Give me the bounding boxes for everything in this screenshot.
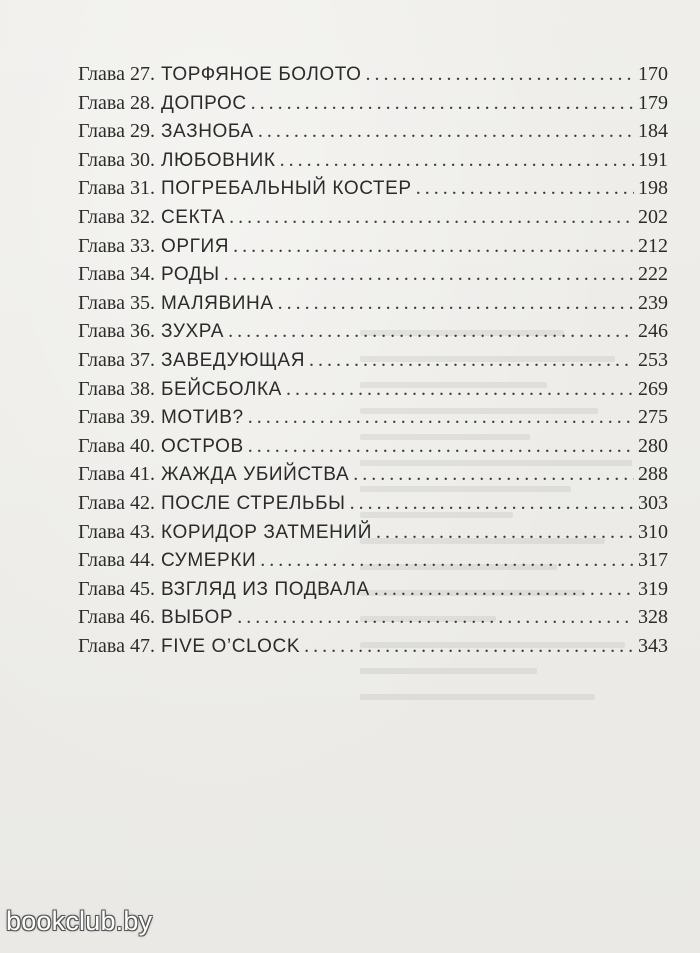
toc-entry <box>78 60 668 89</box>
dot-leader <box>248 403 634 432</box>
chapter-title: ВЫБОР <box>160 607 234 629</box>
chapter-label: Глава 29. <box>78 120 155 143</box>
chapter-title: СУМЕРКИ <box>160 550 257 572</box>
chapter-label: Глава 32. <box>78 205 155 228</box>
chapter-title: СЕКТА <box>160 206 226 228</box>
dot-leader <box>416 174 634 203</box>
page-number: 179 <box>638 91 668 114</box>
chapter-title: ЗАЗНОБА <box>160 121 254 143</box>
chapter-title: ОРГИЯ <box>160 235 230 257</box>
chapter-label: Глава 31. <box>78 177 155 200</box>
chapter-title: РОДЫ <box>160 264 220 286</box>
toc-entry <box>78 575 668 604</box>
toc-entry <box>78 632 668 661</box>
chapter-title: ЛЮБОВНИК <box>160 149 276 171</box>
chapter-title: МАЛЯВИНА <box>160 292 274 314</box>
page-number: 239 <box>638 291 668 314</box>
dot-leader <box>376 518 634 547</box>
chapter-label: Глава 38. <box>78 377 155 400</box>
page-number: 184 <box>638 120 668 143</box>
chapter-label: Глава 43. <box>78 520 155 543</box>
dot-leader <box>228 317 634 346</box>
chapter-label: Глава 36. <box>78 320 155 343</box>
page-number: 328 <box>638 606 668 629</box>
page-number: 191 <box>638 148 668 171</box>
page-number: 280 <box>638 434 668 457</box>
toc-entry <box>78 260 668 289</box>
dot-leader <box>237 603 634 632</box>
dot-leader <box>374 575 634 604</box>
dot-leader <box>286 375 634 404</box>
chapter-label: Глава 27. <box>78 63 155 85</box>
toc-entry <box>78 518 668 547</box>
toc-entry <box>78 603 668 632</box>
chapter-label: Глава 39. <box>78 406 155 429</box>
chapter-label: Глава 44. <box>78 549 155 572</box>
toc-entry <box>78 117 668 146</box>
page-number: 222 <box>638 263 668 286</box>
site-watermark: bookclub.by <box>6 906 153 936</box>
dot-leader <box>248 432 634 461</box>
page-number: 212 <box>638 234 668 257</box>
chapter-label: Глава 34. <box>78 263 155 286</box>
toc-entry <box>78 375 668 404</box>
dot-leader <box>251 89 634 118</box>
dot-leader <box>233 232 634 261</box>
chapter-label: Глава 33. <box>78 234 155 257</box>
toc-entry <box>78 174 668 203</box>
dot-leader <box>366 60 634 89</box>
dot-leader <box>280 146 634 175</box>
toc-entry <box>78 146 668 175</box>
table-of-contents <box>78 60 668 660</box>
toc-entry <box>78 460 668 489</box>
page-number: 310 <box>638 520 668 543</box>
dot-leader <box>353 460 634 489</box>
dot-leader <box>350 489 634 518</box>
toc-entry <box>78 489 668 518</box>
chapter-label: Глава 37. <box>78 348 155 371</box>
toc-entry <box>78 289 668 318</box>
page-number: 319 <box>638 577 668 600</box>
toc-entry <box>78 89 668 118</box>
chapter-title: ЖАЖДА УБИЙСТВА <box>160 464 350 486</box>
chapter-title: ПОСЛЕ СТРЕЛЬБЫ <box>160 492 346 514</box>
chapter-label: Глава 45. <box>78 577 155 600</box>
page-number: 170 <box>638 63 668 85</box>
toc-entry <box>78 317 668 346</box>
chapter-title: ПОГРЕБАЛЬНЫЙ КОСТЕР <box>160 178 412 200</box>
chapter-title: МОТИВ? <box>160 407 244 429</box>
toc-entry <box>78 546 668 575</box>
dot-leader <box>260 546 634 575</box>
chapter-label: Глава 30. <box>78 148 155 171</box>
toc-entry <box>78 403 668 432</box>
chapter-label: Глава 40. <box>78 434 155 457</box>
chapter-label: Глава 42. <box>78 491 155 514</box>
toc-entry <box>78 232 668 261</box>
dot-leader <box>309 346 634 375</box>
page-number: 275 <box>638 406 668 429</box>
chapter-title: БЕЙСБОЛКА <box>160 378 282 400</box>
chapter-title: ДОПРОС <box>160 92 247 114</box>
chapter-title: ЗУХРА <box>160 321 225 343</box>
chapter-label: Глава 35. <box>78 291 155 314</box>
page-number: 246 <box>638 320 668 343</box>
page-number: 202 <box>638 205 668 228</box>
dot-leader <box>224 260 634 289</box>
dot-leader <box>229 203 634 232</box>
chapter-label: Глава 28. <box>78 91 155 114</box>
page-number: 269 <box>638 377 668 400</box>
chapter-title: КОРИДОР ЗАТМЕНИЙ <box>160 521 372 543</box>
chapter-title: ЗАВЕДУЮЩАЯ <box>160 349 306 371</box>
dot-leader <box>278 289 634 318</box>
page-number: 303 <box>638 491 668 514</box>
chapter-title: ВЗГЛЯД ИЗ ПОДВАЛА <box>160 578 370 600</box>
chapter-title: FIVE O’CLOCK <box>160 635 301 657</box>
toc-entry <box>78 203 668 232</box>
dot-leader <box>258 117 634 146</box>
toc-entry <box>78 432 668 461</box>
page-number: 198 <box>638 177 668 200</box>
page-number: 253 <box>638 348 668 371</box>
page-number: 317 <box>638 549 668 572</box>
dot-leader <box>304 632 634 661</box>
chapter-title: ТОРФЯНОЕ БОЛОТО <box>160 64 362 85</box>
chapter-label: Глава 47. <box>78 634 155 657</box>
page-number: 288 <box>638 463 668 486</box>
chapter-label: Глава 41. <box>78 463 155 486</box>
toc-entry <box>78 346 668 375</box>
chapter-label: Глава 46. <box>78 606 155 629</box>
page-number: 343 <box>638 634 668 657</box>
chapter-title: ОСТРОВ <box>160 435 244 457</box>
